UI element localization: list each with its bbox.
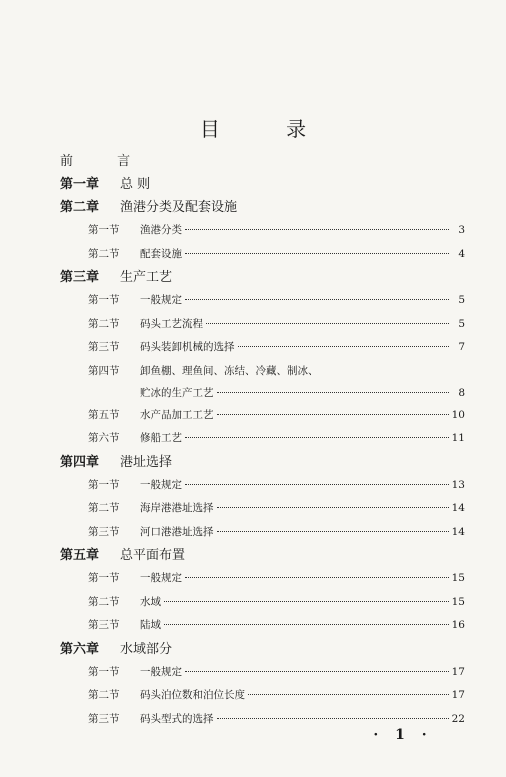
chapter-title: 总平面布置	[120, 548, 186, 563]
section-number: 第一节	[88, 572, 120, 584]
section-title: 卸鱼棚、理鱼间、冻结、冷藏、制冰、	[140, 364, 319, 377]
section-number: 第六节	[88, 432, 120, 444]
chapter-number: 第五章	[60, 548, 100, 563]
dot-leader	[217, 392, 450, 393]
section-page: 5	[458, 294, 465, 306]
section-title: 一般规定	[140, 665, 182, 678]
chapter-entry[interactable]	[60, 196, 465, 219]
section-number: 第一节	[88, 294, 120, 306]
section-number: 第一节	[88, 478, 120, 491]
chapter-number: 第三章	[60, 270, 100, 285]
chapter-entry[interactable]	[60, 266, 465, 289]
section-number: 第四节	[88, 364, 120, 377]
section-page: 17	[451, 665, 465, 678]
section-page: 13	[451, 478, 465, 491]
section-title: 一般规定	[140, 478, 182, 491]
section-title: 码头装卸机械的选择	[140, 341, 235, 353]
chapter-title: 水域部分	[120, 641, 173, 657]
section-number: 第二节	[88, 502, 120, 514]
section-number: 第三节	[88, 619, 120, 631]
dot-leader	[164, 624, 449, 625]
section-entry[interactable]	[60, 404, 465, 428]
chapter-title: 生产工艺	[120, 270, 173, 285]
dot-leader	[217, 507, 450, 508]
section-entry[interactable]	[60, 336, 465, 360]
section-number: 第一节	[88, 665, 120, 678]
dot-leader	[185, 671, 449, 672]
section-page: 7	[458, 341, 465, 353]
chapter-entry[interactable]	[60, 638, 465, 661]
chapter-title: 渔港分类及配套设施	[120, 200, 238, 215]
chapter-list	[60, 173, 465, 731]
section-number: 第一节	[88, 224, 120, 236]
section-page: 15	[451, 572, 465, 584]
section-page: 17	[451, 689, 465, 701]
section-title: 一般规定	[140, 572, 182, 584]
section-title: 河口港港址选择	[140, 525, 214, 538]
dot-leader	[185, 437, 449, 438]
dot-leader	[164, 601, 449, 602]
dot-leader	[206, 323, 449, 324]
section-title-continued: 贮冰的生产工艺	[140, 386, 214, 399]
section-entry[interactable]	[60, 567, 465, 591]
section-entry[interactable]	[60, 614, 465, 638]
section-page: 5	[458, 317, 465, 330]
section-title: 水域	[140, 595, 161, 608]
dot-leader	[185, 253, 449, 254]
section-page: 10	[451, 408, 465, 421]
dot-leader	[238, 346, 450, 347]
section-page: 22	[451, 712, 465, 725]
section-page: 11	[451, 432, 465, 444]
section-number: 第二节	[88, 689, 120, 701]
section-title: 配套设施	[140, 247, 182, 260]
section-entry[interactable]	[60, 243, 465, 267]
section-title: 渔港分类	[140, 224, 182, 236]
dot-leader	[185, 299, 449, 300]
section-page: 8	[458, 386, 465, 399]
section-page: 15	[451, 595, 465, 608]
section-number: 第二节	[88, 247, 120, 260]
chapter-entry[interactable]	[60, 451, 465, 474]
dot-leader	[217, 718, 450, 719]
chapter-number: 第四章	[60, 454, 100, 470]
section-title: 码头工艺流程	[140, 317, 203, 330]
section-page: 14	[451, 525, 465, 538]
dot-leader	[217, 414, 450, 415]
chapter-title: 港址选择	[120, 454, 173, 470]
table-of-contents	[60, 150, 465, 731]
section-entry[interactable]	[60, 591, 465, 615]
section-page: 4	[458, 247, 465, 260]
section-page: 16	[451, 619, 465, 631]
section-entry[interactable]	[60, 661, 465, 685]
section-title: 一般规定	[140, 294, 182, 306]
section-entry[interactable]	[60, 219, 465, 243]
section-title: 码头型式的选择	[140, 712, 214, 725]
dot-leader	[185, 229, 449, 230]
dot-leader	[185, 577, 449, 578]
chapter-number: 第一章	[60, 177, 100, 192]
dot-leader	[217, 531, 450, 532]
section-title: 修船工艺	[140, 432, 182, 444]
section-entry[interactable]	[60, 474, 465, 498]
section-entry[interactable]	[60, 497, 465, 521]
section-title: 陆域	[140, 619, 161, 631]
section-page: 3	[458, 224, 465, 236]
section-number: 第二节	[88, 317, 120, 330]
section-entry[interactable]	[60, 289, 465, 313]
section-number: 第三节	[88, 341, 120, 353]
section-entry[interactable]	[60, 427, 465, 451]
section-title: 码头泊位数和泊位长度	[140, 689, 245, 701]
page-number: · 1 ·	[373, 727, 433, 743]
chapter-entry[interactable]	[60, 173, 465, 196]
dot-leader	[248, 694, 449, 695]
section-number: 第二节	[88, 595, 120, 608]
section-title: 水产品加工工艺	[140, 408, 214, 421]
section-entry[interactable]	[60, 684, 465, 708]
section-page: 14	[451, 502, 465, 514]
chapter-number: 第六章	[60, 641, 100, 657]
preface-entry[interactable]: 前 言	[60, 154, 151, 169]
section-entry[interactable]	[60, 313, 465, 337]
section-number: 第三节	[88, 525, 120, 538]
section-entry[interactable]	[60, 360, 465, 404]
chapter-title: 总 则	[120, 177, 151, 192]
section-entry[interactable]	[60, 521, 465, 545]
page-title: 目 录	[199, 117, 337, 141]
section-number: 第三节	[88, 712, 120, 725]
chapter-number: 第二章	[60, 200, 100, 215]
section-title: 海岸港港址选择	[140, 502, 214, 514]
chapter-entry[interactable]	[60, 544, 465, 567]
dot-leader	[185, 484, 449, 485]
section-number: 第五节	[88, 408, 120, 421]
